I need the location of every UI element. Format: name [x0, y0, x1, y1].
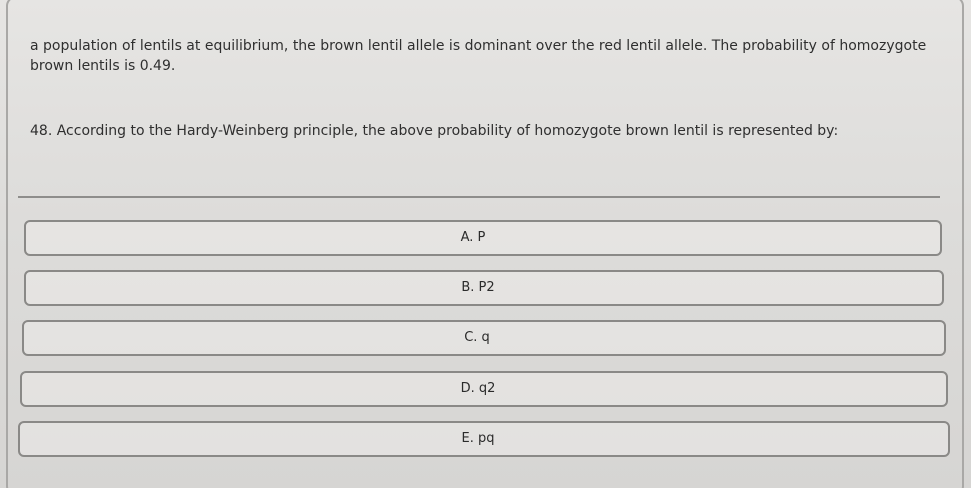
question-intro-text: a population of lentils at equilibrium, the brown lentil allele is dominant over the red lentil allele. The probability of homozygote brown lentils is 0.49. — [30, 38, 927, 74]
option-c-label: C. q — [464, 330, 490, 345]
option-c-button[interactable] — [22, 320, 946, 356]
option-b-label: B. P2 — [461, 280, 495, 295]
option-d-button[interactable] — [20, 371, 948, 407]
question-prompt: 48. According to the Hardy-Weinberg principle, the above probability of homozygote brown lentil is represented by: — [30, 123, 839, 139]
option-e-button[interactable] — [18, 421, 950, 457]
option-e-label: E. pq — [461, 431, 495, 446]
option-a-label: A. P — [460, 230, 486, 245]
option-a-button[interactable] — [24, 220, 942, 256]
option-b-button[interactable] — [24, 270, 944, 306]
option-d-label: D. q2 — [460, 381, 496, 396]
